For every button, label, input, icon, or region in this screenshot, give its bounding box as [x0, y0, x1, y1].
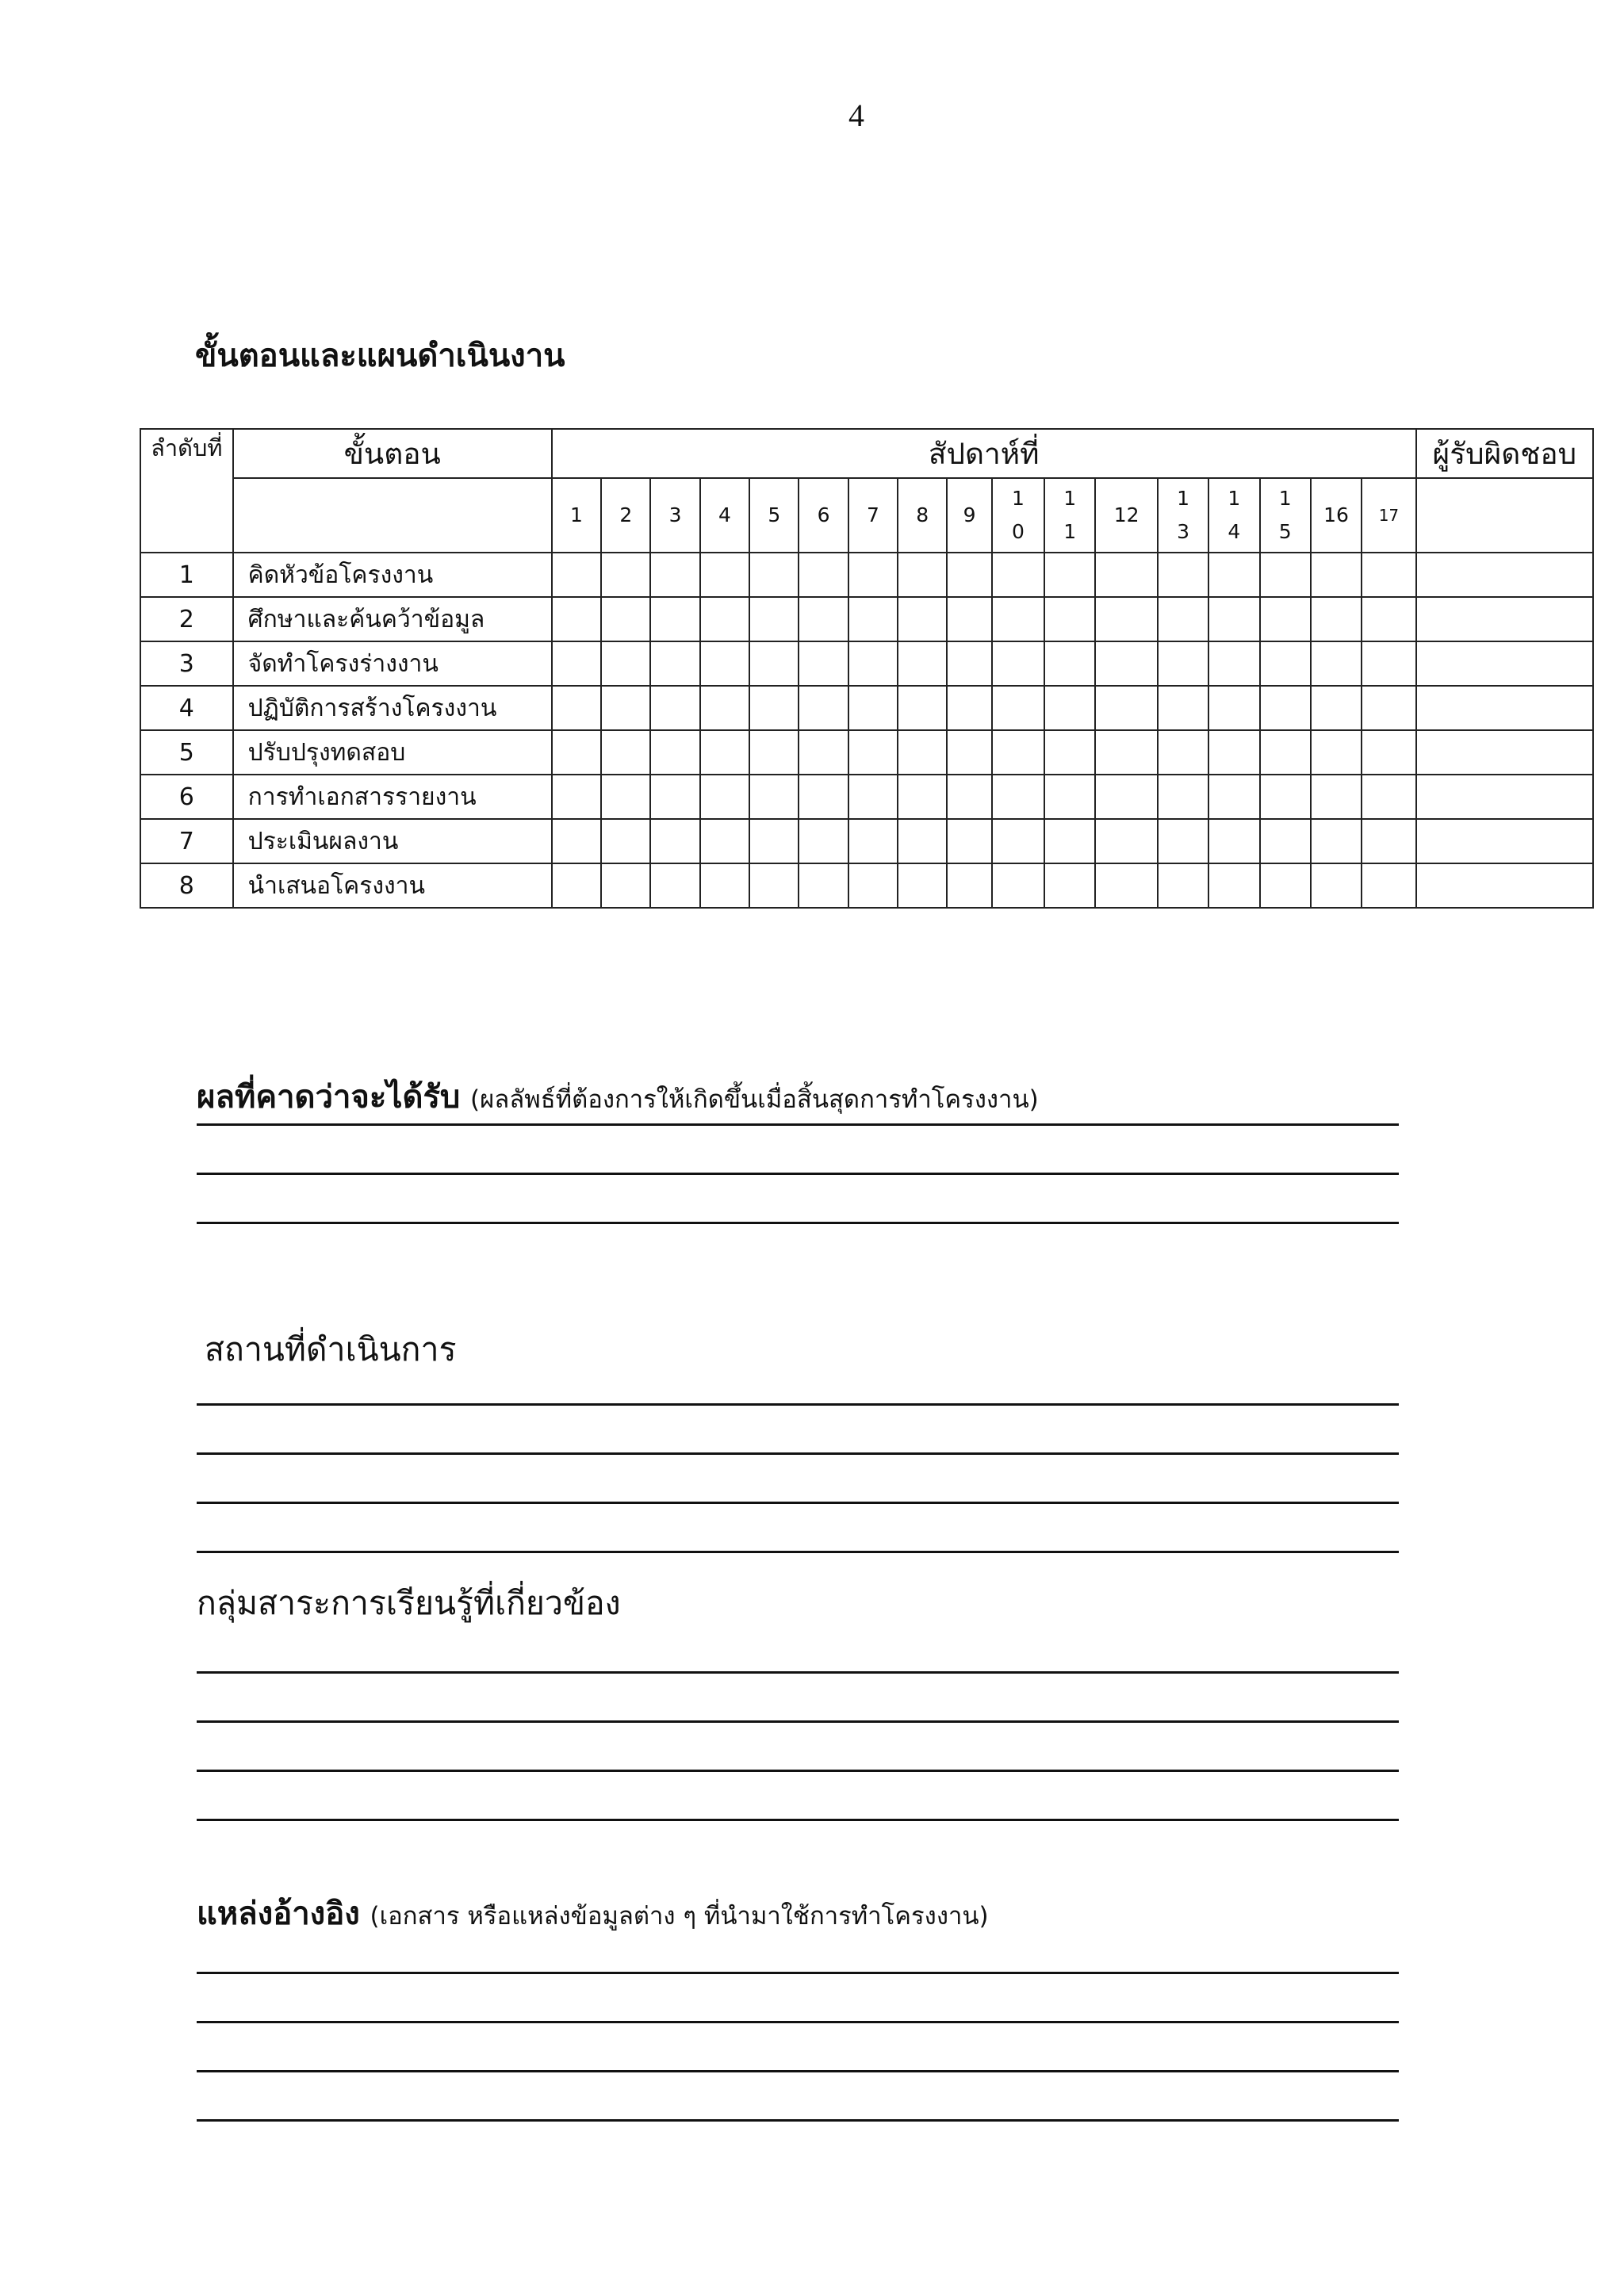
schedule-cell[interactable] [1158, 730, 1208, 775]
schedule-cell[interactable] [947, 863, 991, 908]
expected-results-title [197, 1073, 1399, 1123]
schedule-cell[interactable] [1044, 597, 1095, 641]
schedule-cell[interactable] [992, 863, 1044, 908]
answer-line[interactable] [197, 1123, 1399, 1126]
schedule-cell[interactable] [947, 641, 991, 686]
order-cell: 5 [140, 730, 233, 775]
week-number: 1 [552, 478, 601, 553]
schedule-cell[interactable] [700, 819, 749, 863]
schedule-cell[interactable] [552, 641, 601, 686]
plan-header-row [140, 429, 1593, 478]
table-row [140, 819, 1593, 863]
schedule-cell[interactable] [1208, 686, 1259, 730]
schedule-cell[interactable] [1208, 641, 1259, 686]
week-number: 17 [1362, 478, 1415, 553]
references-title [197, 1890, 1399, 1940]
schedule-cell[interactable] [552, 863, 601, 908]
order-cell: 6 [140, 775, 233, 819]
answer-line[interactable] [197, 2070, 1399, 2072]
step-cell: จัดทำโครงร่างงาน [233, 641, 552, 686]
schedule-cell[interactable] [1095, 686, 1157, 730]
schedule-cell[interactable] [1260, 686, 1311, 730]
responsible-cell[interactable] [1416, 641, 1593, 686]
schedule-cell[interactable] [749, 775, 799, 819]
schedule-cell[interactable] [749, 597, 799, 641]
schedule-cell[interactable] [1311, 863, 1362, 908]
schedule-cell[interactable] [992, 686, 1044, 730]
schedule-cell[interactable] [898, 863, 947, 908]
schedule-cell[interactable] [749, 819, 799, 863]
step-cell: ประเมินผลงาน [233, 819, 552, 863]
step-header: ขั้นตอน [233, 429, 552, 478]
expected-results-note: (ผลลัพธ์ที่ต้องการให้เกิดขึ้นเมื่อสิ้นสุดการทำโครงงาน) [470, 1085, 1039, 1114]
schedule-cell[interactable] [601, 819, 650, 863]
schedule-cell[interactable] [848, 730, 898, 775]
order-cell: 4 [140, 686, 233, 730]
schedule-cell[interactable] [749, 553, 799, 597]
schedule-cell[interactable] [799, 819, 848, 863]
step-cell: ปฏิบัติการสร้างโครงงาน [233, 686, 552, 730]
answer-line[interactable] [197, 1671, 1399, 1674]
schedule-cell[interactable] [1260, 553, 1311, 597]
responsible-cell[interactable] [1416, 775, 1593, 819]
schedule-cell[interactable] [1208, 819, 1259, 863]
table-row [140, 775, 1593, 819]
week-number: 1 5 [1260, 478, 1311, 553]
schedule-cell[interactable] [1158, 819, 1208, 863]
schedule-cell[interactable] [799, 641, 848, 686]
schedule-cell[interactable] [1260, 775, 1311, 819]
schedule-cell[interactable] [650, 863, 699, 908]
schedule-cell[interactable] [700, 641, 749, 686]
order-cell: 2 [140, 597, 233, 641]
location-title: สถานที่ดำเนินการ [205, 1330, 457, 1368]
responsible-cell[interactable] [1416, 863, 1593, 908]
schedule-cell[interactable] [898, 553, 947, 597]
schedule-cell[interactable] [947, 775, 991, 819]
schedule-cell[interactable] [1095, 641, 1157, 686]
schedule-cell[interactable] [1095, 819, 1157, 863]
answer-line[interactable] [197, 1403, 1399, 1406]
schedule-cell[interactable] [700, 775, 749, 819]
schedule-cell[interactable] [992, 819, 1044, 863]
schedule-cell[interactable] [1311, 641, 1362, 686]
step-cell: นำเสนอโครงงาน [233, 863, 552, 908]
week-number: 5 [749, 478, 799, 553]
order-cell: 3 [140, 641, 233, 686]
schedule-cell[interactable] [1095, 730, 1157, 775]
schedule-cell[interactable] [799, 775, 848, 819]
schedule-cell[interactable] [947, 553, 991, 597]
week-number: 6 [799, 478, 848, 553]
schedule-cell[interactable] [601, 730, 650, 775]
responsible-header: ผู้รับผิดชอบ [1416, 429, 1593, 478]
schedule-cell[interactable] [1311, 597, 1362, 641]
table-row [140, 553, 1593, 597]
schedule-cell[interactable] [650, 819, 699, 863]
schedule-cell[interactable] [992, 641, 1044, 686]
schedule-cell[interactable] [947, 597, 991, 641]
table-row [140, 597, 1593, 641]
schedule-cell[interactable] [799, 863, 848, 908]
schedule-cell[interactable] [1044, 775, 1095, 819]
schedule-cell[interactable] [898, 597, 947, 641]
schedule-cell[interactable] [1158, 641, 1208, 686]
schedule-cell[interactable] [700, 863, 749, 908]
schedule-cell[interactable] [1158, 775, 1208, 819]
answer-line[interactable] [197, 1720, 1399, 1723]
schedule-cell[interactable] [1362, 775, 1415, 819]
schedule-cell[interactable] [1095, 553, 1157, 597]
schedule-cell[interactable] [1208, 730, 1259, 775]
responsible-header-spacer [1416, 478, 1593, 553]
schedule-cell[interactable] [947, 819, 991, 863]
schedule-cell[interactable] [700, 553, 749, 597]
table-row [140, 641, 1593, 686]
table-row [140, 686, 1593, 730]
schedule-cell[interactable] [552, 553, 601, 597]
week-number: 4 [700, 478, 749, 553]
schedule-cell[interactable] [1208, 863, 1259, 908]
week-number: 2 [601, 478, 650, 553]
page-number: 4 [848, 98, 864, 133]
step-cell: การทำเอกสารรายงาน [233, 775, 552, 819]
schedule-cell[interactable] [601, 686, 650, 730]
order-header: ลำดับที่ [140, 429, 233, 553]
table-row [140, 730, 1593, 775]
answer-line[interactable] [197, 2021, 1399, 2023]
schedule-cell[interactable] [1044, 641, 1095, 686]
schedule-cell[interactable] [552, 686, 601, 730]
answer-line[interactable] [197, 1502, 1399, 1504]
order-cell: 8 [140, 863, 233, 908]
schedule-cell[interactable] [1311, 686, 1362, 730]
schedule-cell[interactable] [799, 553, 848, 597]
week-number: 16 [1311, 478, 1362, 553]
schedule-cell[interactable] [848, 553, 898, 597]
week-number: 3 [650, 478, 699, 553]
schedule-cell[interactable] [552, 730, 601, 775]
schedule-cell[interactable] [749, 641, 799, 686]
schedule-cell[interactable] [700, 686, 749, 730]
schedule-cell[interactable] [1311, 819, 1362, 863]
schedule-cell[interactable] [1044, 819, 1095, 863]
week-number: 7 [848, 478, 898, 553]
schedule-cell[interactable] [848, 597, 898, 641]
references-label: แหล่งอ้างอิง [197, 1896, 360, 1932]
answer-line[interactable] [197, 1173, 1399, 1175]
step-cell: ปรับปรุงทดสอบ [233, 730, 552, 775]
schedule-cell[interactable] [1362, 553, 1415, 597]
schedule-cell[interactable] [1362, 597, 1415, 641]
answer-line[interactable] [197, 1551, 1399, 1553]
schedule-cell[interactable] [1260, 730, 1311, 775]
schedule-cell[interactable] [650, 686, 699, 730]
responsible-cell[interactable] [1416, 686, 1593, 730]
schedule-cell[interactable] [552, 819, 601, 863]
responsible-cell[interactable] [1416, 730, 1593, 775]
schedule-cell[interactable] [1095, 775, 1157, 819]
plan-table [140, 428, 1594, 909]
schedule-cell[interactable] [1208, 775, 1259, 819]
expected-results-label: ผลที่คาดว่าจะได้รับ [197, 1079, 461, 1115]
step-cell: คิดหัวข้อโครงงาน [233, 553, 552, 597]
schedule-cell[interactable] [650, 553, 699, 597]
answer-line[interactable] [197, 1770, 1399, 1772]
schedule-cell[interactable] [1311, 553, 1362, 597]
schedule-cell[interactable] [1260, 863, 1311, 908]
answer-line[interactable] [197, 1819, 1399, 1821]
schedule-cell[interactable] [749, 863, 799, 908]
schedule-cell[interactable] [1311, 730, 1362, 775]
responsible-cell[interactable] [1416, 819, 1593, 863]
week-number-row [140, 478, 1593, 553]
schedule-cell[interactable] [1208, 553, 1259, 597]
schedule-cell[interactable] [1311, 775, 1362, 819]
week-number: 1 0 [992, 478, 1044, 553]
schedule-cell[interactable] [601, 863, 650, 908]
schedule-cell[interactable] [992, 775, 1044, 819]
schedule-cell[interactable] [898, 819, 947, 863]
responsible-cell[interactable] [1416, 597, 1593, 641]
schedule-cell[interactable] [1158, 863, 1208, 908]
schedule-cell[interactable] [1362, 863, 1415, 908]
schedule-cell[interactable] [1362, 641, 1415, 686]
schedule-cell[interactable] [552, 775, 601, 819]
step-header-spacer [233, 478, 552, 553]
plan-heading: ขั้นตอนและแผนดำเนินงาน [195, 338, 565, 374]
schedule-cell[interactable] [898, 686, 947, 730]
references-section [197, 1890, 1399, 2122]
schedule-cell[interactable] [1044, 730, 1095, 775]
schedule-cell[interactable] [1158, 686, 1208, 730]
schedule-cell[interactable] [749, 686, 799, 730]
schedule-cell[interactable] [898, 730, 947, 775]
schedule-cell[interactable] [601, 553, 650, 597]
schedule-cell[interactable] [1362, 730, 1415, 775]
schedule-cell[interactable] [848, 686, 898, 730]
week-number: 8 [898, 478, 947, 553]
schedule-cell[interactable] [799, 597, 848, 641]
schedule-cell[interactable] [1260, 819, 1311, 863]
plan-body [140, 553, 1593, 908]
schedule-cell[interactable] [650, 730, 699, 775]
schedule-cell[interactable] [848, 819, 898, 863]
answer-line[interactable] [197, 1452, 1399, 1455]
weeks-header: สัปดาห์ที่ [552, 429, 1416, 478]
schedule-cell[interactable] [650, 775, 699, 819]
schedule-cell[interactable] [650, 641, 699, 686]
schedule-cell[interactable] [1158, 597, 1208, 641]
schedule-cell[interactable] [650, 597, 699, 641]
schedule-cell[interactable] [947, 686, 991, 730]
schedule-cell[interactable] [898, 775, 947, 819]
order-cell: 1 [140, 553, 233, 597]
schedule-cell[interactable] [992, 553, 1044, 597]
schedule-cell[interactable] [799, 730, 848, 775]
schedule-cell[interactable] [700, 597, 749, 641]
schedule-cell[interactable] [1158, 553, 1208, 597]
week-number: 1 1 [1044, 478, 1095, 553]
schedule-cell[interactable] [898, 641, 947, 686]
schedule-cell[interactable] [1044, 863, 1095, 908]
responsible-cell[interactable] [1416, 553, 1593, 597]
schedule-cell[interactable] [552, 597, 601, 641]
schedule-cell[interactable] [1095, 863, 1157, 908]
schedule-cell[interactable] [947, 730, 991, 775]
location-section [197, 1326, 1399, 1553]
table-row [140, 863, 1593, 908]
answer-line[interactable] [197, 1972, 1399, 1974]
schedule-cell[interactable] [1260, 597, 1311, 641]
schedule-cell[interactable] [700, 730, 749, 775]
week-number: 1 3 [1158, 478, 1208, 553]
subject-section [197, 1579, 1399, 1821]
schedule-cell[interactable] [799, 686, 848, 730]
schedule-cell[interactable] [992, 597, 1044, 641]
expected-results-section [197, 1073, 1399, 1224]
schedule-cell[interactable] [1362, 686, 1415, 730]
subject-title: กลุ่มสาระการเรียนรู้ที่เกี่ยวข้อง [197, 1584, 621, 1622]
schedule-cell[interactable] [1362, 819, 1415, 863]
schedule-cell[interactable] [601, 775, 650, 819]
schedule-cell[interactable] [749, 730, 799, 775]
schedule-cell[interactable] [1208, 597, 1259, 641]
schedule-cell[interactable] [1044, 553, 1095, 597]
schedule-cell[interactable] [848, 775, 898, 819]
schedule-cell[interactable] [601, 597, 650, 641]
week-number: 1 4 [1208, 478, 1259, 553]
schedule-cell[interactable] [1095, 597, 1157, 641]
order-cell: 7 [140, 819, 233, 863]
references-note: (เอกสาร หรือแหล่งข้อมูลต่าง ๆ ที่นำมาใช้การทำโครงงาน) [370, 1902, 989, 1931]
schedule-cell[interactable] [1260, 641, 1311, 686]
schedule-cell[interactable] [848, 863, 898, 908]
schedule-cell[interactable] [848, 641, 898, 686]
schedule-cell[interactable] [992, 730, 1044, 775]
schedule-cell[interactable] [601, 641, 650, 686]
step-cell: ศึกษาและค้นคว้าข้อมูล [233, 597, 552, 641]
answer-line[interactable] [197, 2119, 1399, 2122]
week-number: 12 [1095, 478, 1157, 553]
week-number: 9 [947, 478, 991, 553]
answer-line[interactable] [197, 1222, 1399, 1224]
schedule-cell[interactable] [1044, 686, 1095, 730]
